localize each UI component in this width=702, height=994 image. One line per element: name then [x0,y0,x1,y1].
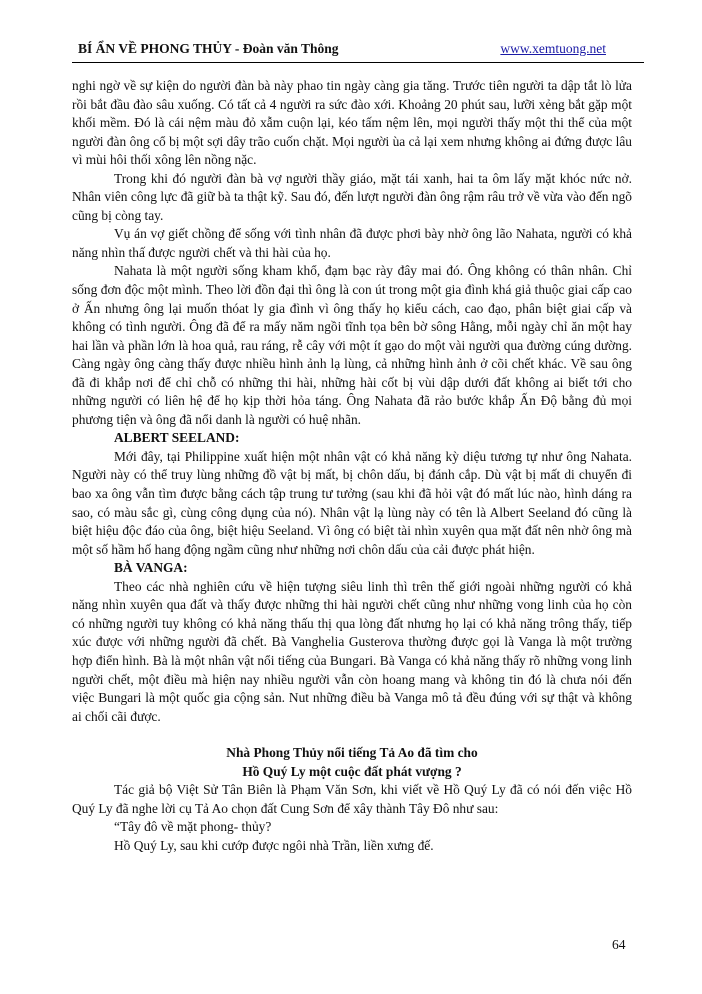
header-book-title: BÍ ẨN VỀ PHONG THỦY - Đoàn văn Thông [78,41,339,56]
quote-line: Hồ Quý Ly, sau khi cướp được ngôi nhà Trần, liền xưng đế. [114,837,434,853]
quote-line: “Tây đô về mặt phong- thủy? [114,819,272,835]
page-number: 64 [612,937,626,952]
section-title-line-2: Hồ Quý Ly một cuộc đất phát vượng ? [242,763,462,779]
paragraph: Theo các nhà nghiên cứu về hiện tượng siêu linh thì trên thế giới ngoài những người có khả năng nhìn xuyên qua đất và thấy được những thi hài người chết cũng như những vong linh của họ còn có những người tuy không có khả năng thấu thị qua lòng đất nhưng họ lại có khả năng trông thấy, tiếp xúc được với những người đã chết. Bà Vanghelia Gusterova thường được gọi là Vanga là một trường hợp điển hình. Bà là một nhân vật nổi tiếng của Bungari. Bà Vanga có khả năng thấy rõ những vong linh người chết, một điều mà hiện nay nhiều người vẫn còn hoang mang và không tin đó là chưa nói đến việc Bungari là một quốc gia cộng sản. Nut những điều bà Vanga mô tả đều đúng với sự thật và không ai chối cãi được. [72,578,632,724]
header-website-link[interactable]: www.xemtuong.net [500,41,606,56]
paragraph: Nahata là một người sống kham khổ, đạm bạc rày đây mai đó. Ông không có thân nhân. Chỉ sống đơn độc một mình. Theo lời đồn đại thì ông là con út trong một gia đình khá giả thuộc giai cấp cao ở Ấn nhưng ông lại muốn thóat ly gia đình vì ông thấy họ kiểu cách, cao đạo, phân biệt giai cấp và không có tình người. Ông đã để ra mấy năm ngồi tĩnh tọa bên bờ sông Hằng, mỗi ngày chỉ ăn một hay hai lần và phần lớn là hoa quả, rau ráng, rễ cây với một ít gạo do một vài người qua đường cúng dường. Càng ngày ông càng thấy được nhiều hình ảnh lạ lùng, cả những hình ảnh ở cõi chết khác. Về sau ông đã đi khắp nơi để chỉ chỗ có những thi hài, những hài cốt bị vùi dập dưới đất không ai biết tới cho những người có liên hệ để họ kịp thời hỏa táng. Ông Nahata đã rảo bước khắp Ấn Độ bằng đủ mọi phương tiện và ông đã nổi danh là người có huệ nhãn. [72,263,632,427]
paragraph: Mới đây, tại Philippine xuất hiện một nhân vật có khả năng kỳ diệu tương tự như ông Nahata. Người này có thể truy lùng những đồ vật bị mất, bị chôn dấu, bị đánh cắp. Dù vật bị mất di chuyển đi bao xa ông vẫn tìm được bằng cách tập trung tư tưởng (sau khi đã hỏi vật đó mất lúc nào, hình dáng ra sao, có màu sắc gì, cùng công dụng của nó). Nhân vật lạ lùng này có tên là Albert Seeland đó cũng là biệt hiệu độc đáo của ông, biệt hiệu Seeland. Vì ông có biệt tài nhìn xuyên qua mặt đất nên nhờ ông mà một số hầm hố hang động ngầm cũng như những nơi chôn dấu của cải được phát hiện. [72,448,632,557]
paragraph: Tác giả bộ Việt Sử Tân Biên là Phạm Văn Sơn, khi viết về Hồ Quý Ly đã có nói đến việc Hồ Quý Ly đã nghe lời cụ Tả Ao chọn đất Cung Sơn để xây thành Tây Đô như sau: [72,782,632,816]
paragraph: Trong khi đó người đàn bà vợ người thầy giáo, mặt tái xanh, hai ta ôm lấy mặt khóc nức nở. Nhân viên công lực đã giữ bà ta thật kỹ. Sau đó, đến lượt người đàn ông rậm râu trở về vừa vào đến ngõ cũng bị còng tay. [72,170,632,223]
section-title-line-1: Nhà Phong Thủy nổi tiếng Tả Ao đã tìm cho [226,745,478,761]
paragraph: nghi ngờ về sự kiện do người đàn bà này phao tin ngày càng gia tăng. Trước tiên người ta dập tắt lò lửa rồi bắt đầu đào sâu xuống. Có tất cả 4 người ra sức đào xới. Khoảng 20 phút sau, lưỡi xẻng bắt gặp một khối mềm. Đó là cái nệm màu đỏ xẫm cuộn lại, kéo tấm nệm lên, mọi người thấy một thi thể của một người đàn ông cổ bị một sợi dây trão cuốn chặt. Mọi người ùa cả lại xem nhưng không ai đứng được lâu vì mùi hôi thối xông lên nồng nặc. [72,78,632,168]
page-header [72,38,644,63]
page-body [72,77,632,855]
heading-ba-vanga: BÀ VANGA: [114,560,188,576]
heading-albert-seeland: ALBERT SEELAND: [114,430,240,446]
paragraph: Vụ án vợ giết chồng để sống với tình nhân đã được phơi bày nhờ ông lão Nahata, người có khả năng nhìn thấ được người chết và thi hài của họ. [72,226,632,260]
